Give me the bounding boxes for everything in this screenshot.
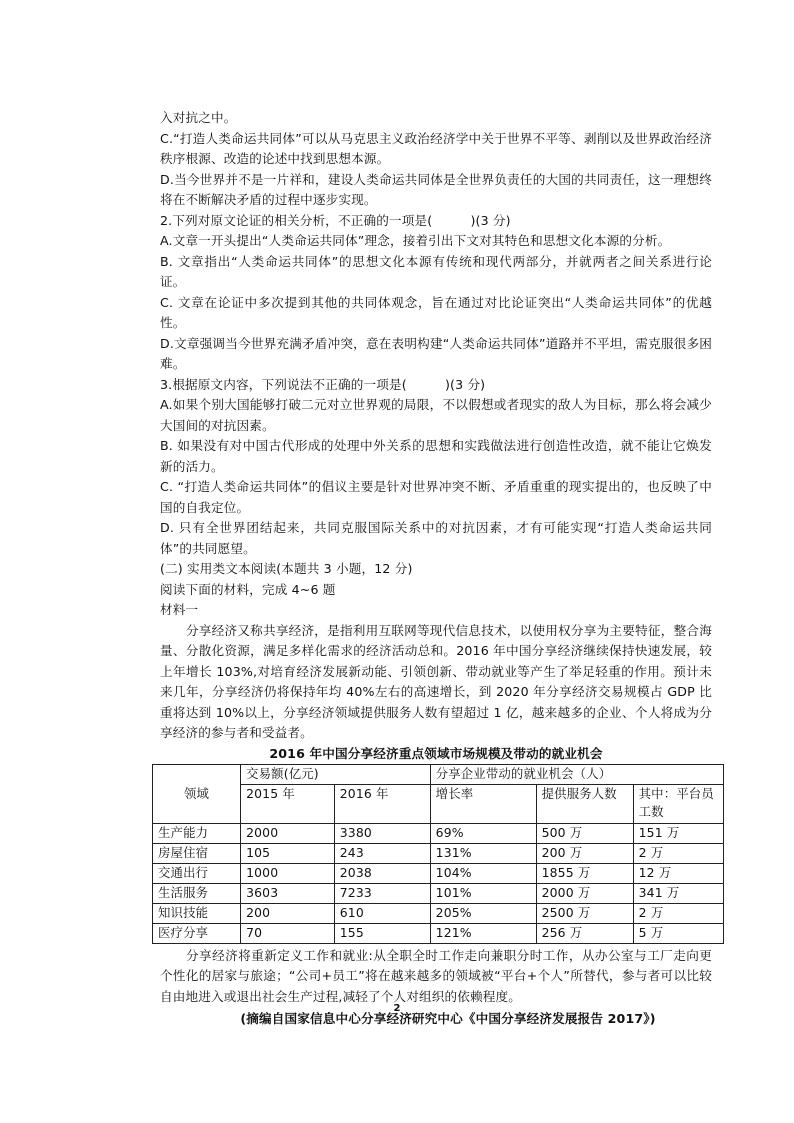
header-2016: 2016 年 [334, 784, 430, 823]
cell-2015: 1000 [241, 863, 335, 883]
cell-2015: 70 [241, 923, 335, 943]
cell-service-count: 1855 万 [536, 863, 633, 883]
header-platform-staff: 其中：平台员工数 [633, 784, 723, 823]
header-service-count: 提供服务人数 [536, 784, 633, 823]
question-3-option-c: C. “打造人类命运共同体”的倡议主要是针对世界冲突不断、矛盾重重的现实提出的，也反映了中国的自我定位。 [160, 479, 712, 515]
cell-growth: 69% [430, 823, 536, 843]
cell-growth: 121% [430, 923, 536, 943]
material-one-label: 材料一 [160, 602, 199, 617]
table-row [153, 823, 724, 843]
text-line: 入对抗之中。 [160, 110, 237, 125]
table-row [153, 863, 724, 883]
cell-service-count: 2500 万 [536, 903, 633, 923]
cell-domain: 生活服务 [153, 883, 241, 903]
section-heading: (二) 实用类文本阅读(本题共 3 小题，12 分) [160, 561, 413, 576]
cell-service-count: 2000 万 [536, 883, 633, 903]
table-body [153, 823, 724, 943]
question-2-option-d: D.文章强调当今世界充满矛盾冲突，意在表明构建“人类命运共同体”道路并不平坦，需克服很多困难。 [160, 335, 712, 371]
header-trade-volume: 交易额(亿元) [241, 764, 431, 784]
cell-service-count: 200 万 [536, 843, 633, 863]
table-row [153, 883, 724, 903]
sharing-economy-table [152, 764, 724, 944]
material-one-paragraph: 分享经济又称共享经济，是指利用互联网等现代信息技术，以使用权分享为主要特征，整合海量、分散化资源，满足多样化需求的经济活动总和。2016 年中国分享经济继续保持快速发展，较上年增长 103%,对培育经济发展新动能、引领创新、带动就业等产生了举足轻重的作用。预计未来几年，分享经济仍将保持年均 40%左右的高速增长，到 2020 年分享经济交易规模占 GDP 比重将达到 10%以上，分享经济领域提供服务人数有望超过 1 亿，越来越多的企业、个人将成为分享经济的参与者和受益者。 [160, 622, 712, 740]
cell-2015: 3603 [241, 883, 335, 903]
question-2-option-a: A.文章一开头提出“人类命运共同体”理念，接着引出下文对其特色和思想文化本源的分析。 [160, 233, 671, 248]
cell-platform-staff: 341 万 [633, 883, 723, 903]
table-row [153, 903, 724, 923]
header-domain: 领域 [153, 764, 241, 823]
cell-2015: 2000 [241, 823, 335, 843]
page-number: 2 [393, 1003, 401, 1014]
option-d-passage: D.当今世界并不是一片祥和，建设人类命运共同体是全世界负责任的大国的共同责任，这一理想终将在不断解决矛盾的过程中逐步实现。 [160, 171, 712, 207]
cell-2016: 3380 [334, 823, 430, 843]
cell-platform-staff: 2 万 [633, 903, 723, 923]
cell-platform-staff: 5 万 [633, 923, 723, 943]
cell-growth: 104% [430, 863, 536, 883]
cell-growth: 205% [430, 903, 536, 923]
question-2-option-c: C. 文章在论证中多次提到其他的共同体观念，旨在通过对比论证突出“人类命运共同体”的优越性。 [160, 294, 712, 330]
cell-2015: 105 [241, 843, 335, 863]
cell-domain: 医疗分享 [153, 923, 241, 943]
table-title: 2016 年中国分享经济重点领域市场规模及带动的就业机会 [269, 745, 603, 761]
question-3-option-d: D. 只有全世界团结起来，共同克服国际关系中的对抗因素，才有可能实现“打造人类命运共同体”的共同愿望。 [160, 520, 712, 556]
cell-2016: 610 [334, 903, 430, 923]
question-2: 2.下列对原文论证的相关分析，不正确的一项是( )(3 分) [160, 212, 511, 228]
after-table-paragraph: 分享经济将重新定义工作和就业:从全职全时工作走向兼职分时工作，从办公室与工厂走向更个性化的居家与旅途；“公司+员工”将在越来越多的领域被“平台+个人”所替代，参与者可以比较自由地进入或退出社会生产过程,减轻了个人对组织的依赖程度。 [160, 947, 712, 1004]
cell-growth: 131% [430, 843, 536, 863]
option-c-passage: C.“打造人类命运共同体”可以从马克思主义政治经济学中关于世界不平等、剥削以及世界政治经济秩序根源、改造的论述中找到思想本源。 [160, 130, 712, 166]
header-2015: 2015 年 [241, 784, 335, 823]
cell-service-count: 256 万 [536, 923, 633, 943]
reading-instruction: 阅读下面的材料，完成 4~6 题 [160, 581, 336, 597]
cell-domain: 交通出行 [153, 863, 241, 883]
cell-domain: 生产能力 [153, 823, 241, 843]
cell-2015: 200 [241, 903, 335, 923]
cell-platform-staff: 2 万 [633, 843, 723, 863]
table-header-row [153, 764, 724, 784]
question-3-option-b: B. 如果没有对中国古代形成的处理中外关系的思想和实践做法进行创造性改造，就不能让它焕发新的活力。 [160, 438, 712, 474]
table-row [153, 923, 724, 943]
cell-growth: 101% [430, 883, 536, 903]
header-growth: 增长率 [430, 784, 536, 823]
cell-2016: 7233 [334, 883, 430, 903]
cell-service-count: 500 万 [536, 823, 633, 843]
cell-2016: 243 [334, 843, 430, 863]
cell-domain: 房屋住宿 [153, 843, 241, 863]
question-3-option-a: A.如果个别大国能够打破二元对立世界观的局限，不以假想或者现实的敌人为目标，那么将会减少大国间的对抗因素。 [160, 397, 712, 433]
page-content [160, 108, 712, 1030]
header-jobs: 分享企业带动的就业机会（人） [430, 764, 723, 784]
cell-2016: 155 [334, 923, 430, 943]
cell-platform-staff: 12 万 [633, 863, 723, 883]
cell-2016: 2038 [334, 863, 430, 883]
question-2-option-b: B. 文章指出“人类命运共同体”的思想文化本源有传统和现代两部分，并就两者之间关系进行论证。 [160, 253, 712, 289]
question-3: 3.根据原文内容，下列说法不正确的一项是( )(3 分) [160, 376, 486, 392]
source-citation: (摘编自国家信息中心分享经济研究中心《中国分享经济发展报告 2017》) [240, 1011, 656, 1026]
cell-platform-staff: 151 万 [633, 823, 723, 843]
cell-domain: 知识技能 [153, 903, 241, 923]
table-row [153, 843, 724, 863]
